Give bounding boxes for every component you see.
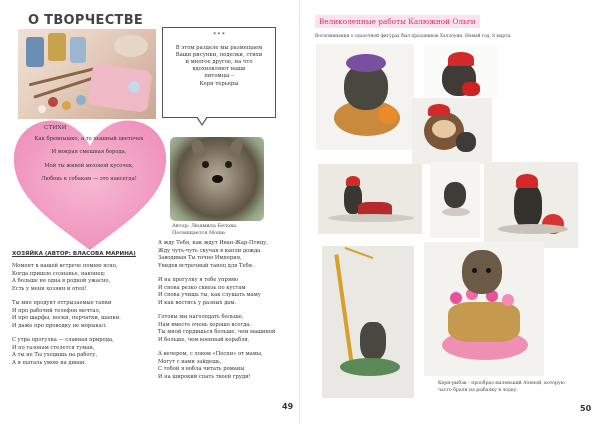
poem-line: А ты не Ты уходишь на работу, [12, 352, 98, 358]
poem-line: Ты мне продукт отгрызаемые тапки [12, 300, 112, 306]
poem-line: Увидев встречный танец для Тебя. [158, 262, 254, 269]
caption-line: Посвящается Моше. [172, 229, 227, 236]
figurine-photo-santa-dog [424, 44, 498, 100]
poem-stanza [158, 351, 298, 381]
works-subtitle: Воспоминания о сказочной фигурах был праздников Хэллоуин, Новый год, 8 марта. [315, 34, 512, 39]
section-title: О ТВОРЧЕСТВЕ [28, 13, 144, 28]
poem-line: С тобой я вобла читать романы [158, 366, 245, 372]
heart-line: Любовь к собакам — это навсегда! [41, 176, 137, 182]
poem-column-left [12, 263, 162, 374]
poem-stanza [158, 314, 298, 344]
poem-line: И про шарфы, носки, перчатки, шапки. [12, 315, 121, 321]
figurine-photo-small-dog [430, 162, 480, 238]
heart-line: И мокрая смешная борода, [51, 149, 127, 155]
poem-line: А я пыталь умою на диван. [12, 359, 87, 366]
poem-line: И снова резко сквозь по кустам [158, 284, 246, 291]
poem-line: Есть у меня хозяин и отец! [12, 285, 87, 292]
figurine-photo-flower-basket-dog [424, 242, 544, 376]
dog-photo-caption [172, 223, 272, 236]
speech-line: Керн терьеры [199, 80, 239, 87]
poem-stanza [12, 263, 162, 293]
poem-line: И по газонам стелется туман, [12, 344, 95, 351]
sewing-supplies-photo [18, 29, 156, 119]
figurine-photo-monkey-dog [412, 98, 492, 164]
poem-line: Нам вместе очень хорошо всегда. [158, 321, 252, 328]
speech-line: В этом разделе мы размещаем [175, 45, 263, 52]
cairn-terrier-photo [170, 137, 264, 221]
poem-line: И как вестись у разных дам. [158, 299, 237, 306]
poem-line: И на прогулку я тебе упрямо [158, 277, 239, 283]
poem-line: Могут с вами зайдешь, [158, 358, 222, 365]
poem-line: И больше, чем военный корабля. [158, 336, 250, 343]
poem-stanza [12, 337, 162, 367]
poem-line: А жду Тебя, как ждут Иван-Жар-Птицу, [158, 240, 268, 246]
poem-line: Когда пришло сознанье, наконец: [12, 270, 106, 277]
poem-line: И про рабочий телефон мечтал, [12, 307, 101, 314]
page-number-right: 50 [580, 404, 592, 413]
poem-line: А больше не одна в родной ужасно, [12, 278, 111, 284]
poem-heading: ХОЗЯЙКА (АВТОР: ВЛАСОВА МАРИНА) [12, 251, 136, 257]
poem-line: И даже про проводку не морыкал. [12, 322, 107, 329]
speech-line: питомцы – [204, 73, 234, 80]
page-number-left: 49 [282, 402, 294, 411]
speech-stars: * * * [213, 32, 225, 38]
poem-stanza [12, 300, 162, 330]
poem-line: Заводивая Ты точно Империя, [158, 255, 242, 261]
poem-line: С утра прогулка — славная природа, [12, 337, 114, 343]
poem-line: А вечером, с ловом «Поспи» от мамы, [158, 351, 263, 357]
heart-heading: СТИХИ [44, 125, 67, 131]
speech-line: и многое другое, на что [185, 59, 253, 66]
poem-column-right [158, 240, 298, 388]
poem-line: Жду чуть-чуть скучая в капли дожда. [158, 247, 262, 254]
fisher-dog-caption: Керн-рыбак - прообраз маленький Аленой, которую часто брали на рыбалку в лодку. [438, 381, 565, 393]
poem-line: И на широкий спать твоей груди! [158, 373, 251, 380]
figurine-photo-dog-christmas [484, 162, 578, 248]
poem-line: Ты мной гордишься больше, чем машиной [158, 329, 276, 335]
heart-line: Как бревнышко, а то пышный цветочек [34, 135, 144, 142]
works-title: Великолепные работы Калюжной Ольги [315, 15, 480, 28]
right-page [300, 0, 600, 424]
poem-stanza [158, 240, 298, 270]
speech-line: Ваши рисунки, поделки, стихи [175, 52, 263, 59]
figurine-photo-fisher-dog [322, 246, 414, 398]
poem-stanza [158, 277, 298, 307]
poem-line: Момент в нашей встрече помню ясно, [12, 263, 118, 269]
poem-line: И снова учишь ты, как слушать маму [158, 292, 261, 298]
figurine-photo-dog-with-gift [318, 164, 422, 234]
heart-poem [24, 125, 154, 190]
heart-line: Мой ты живой меховой кусочек, [44, 162, 134, 169]
intro-speech-bubble [162, 27, 276, 118]
speech-line: вдохновляют наши [192, 66, 246, 73]
figurine-photo-witch-dog [316, 44, 414, 150]
caption-line: Автор: Людмила Белова. [172, 223, 238, 229]
poem-line: Готовы мы наголодать больше, [158, 314, 244, 320]
